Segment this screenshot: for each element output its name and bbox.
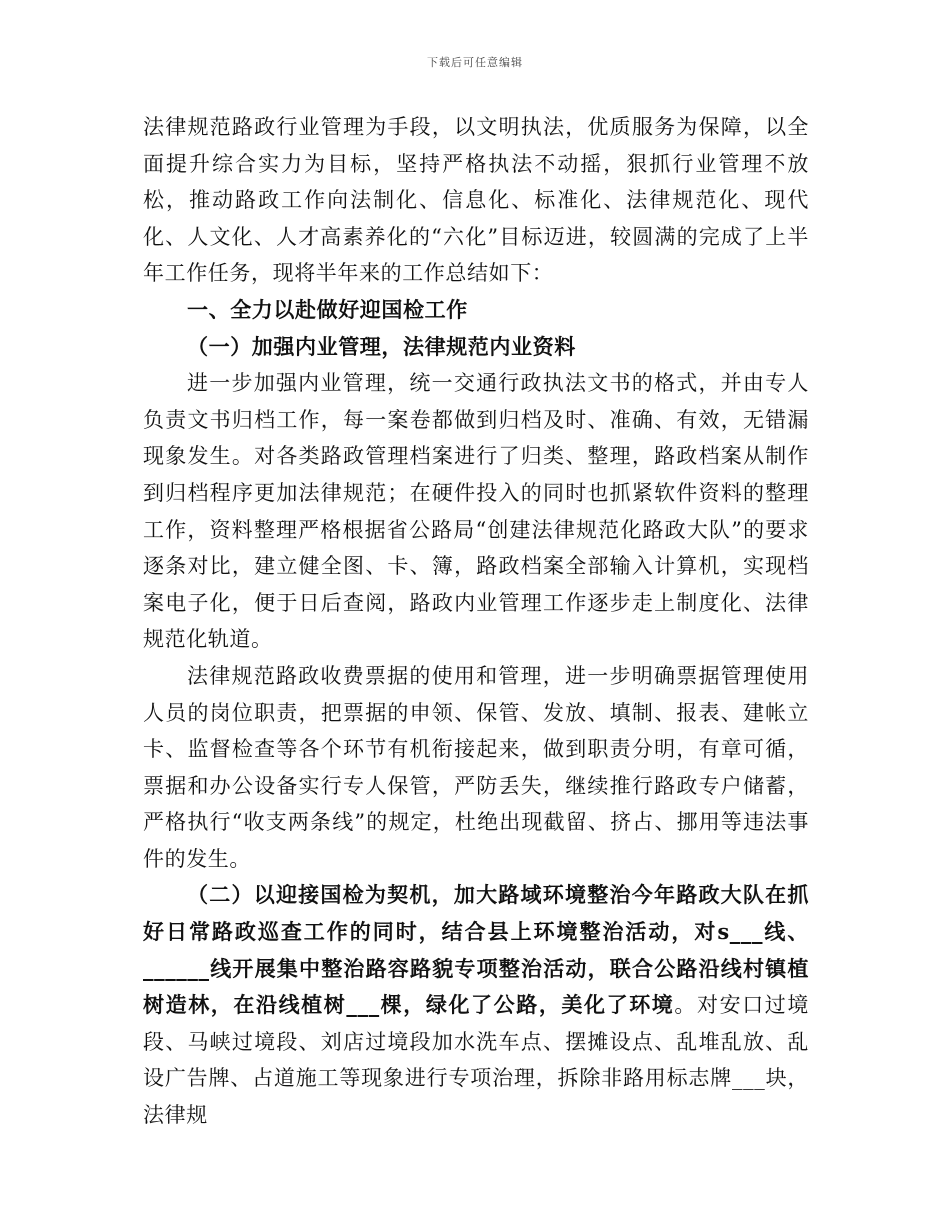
paragraph-bold-lead: （二）以迎接国检为契机，加大路域环境整治今年路政大队在抓好日常路政巡查工作的同时，结合县上环境整治活动，对s___线、______线开展集中整治路容路貌专项整治活动，联合公路沿线村镇植树造林，在沿线植树___棵，绿化了公路，美化了环境 bbox=[143, 882, 809, 1018]
page-header: 下载后可任意编辑 bbox=[427, 56, 523, 69]
paragraph-continuation: 。对安口过境段、马峡过境段、刘店过境段加水洗车点、摆摊设点、乱堆乱放、乱设广告牌、占道施工等现象进行专项治理，拆除非路用标志牌___块，法律规 bbox=[143, 993, 810, 1128]
paragraph-ticket-management: 法律规范路政收费票据的使用和管理，进一步明确票据管理使用人员的岗位职责，把票据的申领、保管、发放、填制、报表、建帐立卡、监督检查等各个环节有机衔接起来，做到职责分明，有章可循，票据和办公设备实行专人保管，严防丢失，继续推行路政专户储蓄，严格执行“收支两条线”的规定，杜绝出现截留、挤占、挪用等违法事件的发生。 bbox=[143, 663, 809, 871]
paragraph-internal-management: 进一步加强内业管理，统一交通行政执法文书的格式，并由专人负责文书归档工作，每一案卷都做到归档及时、准确、有效，无错漏现象发生。对各类路政管理档案进行了归类、整理，路政档案从制作到归档程序更加法律规范；在硬件投入的同时也抓紧软件资料的整理工作，资料整理严格根据省公路局“创建法律规范化路政大队”的要求逐条对比，建立健全图、卡、簿，路政档案全部输入计算机，实现档案电子化，便于日后查阅，路政内业管理工作逐步走上制度化、法律规范化轨道。 bbox=[143, 371, 809, 652]
document-body bbox=[143, 109, 809, 1134]
subsection-heading: （一）加强内业管理，法律规范内业资料 bbox=[187, 333, 576, 359]
section-heading: 一、全力以赴做好迎国检工作 bbox=[187, 296, 468, 322]
paragraph-environment-rectification bbox=[143, 877, 809, 1133]
paragraph-intro: 法律规范路政行业管理为手段，以文明执法，优质服务为保障，以全面提升综合实力为目标，坚持严格执法不动摇，狠抓行业管理不放松，推动路政工作向法制化、信息化、标准化、法律规范化、现代化、人文化、人才高素养化的“六化”目标迈进，较圆满的完成了上半年工作任务，现将半年来的工作总结如下： bbox=[143, 115, 809, 286]
